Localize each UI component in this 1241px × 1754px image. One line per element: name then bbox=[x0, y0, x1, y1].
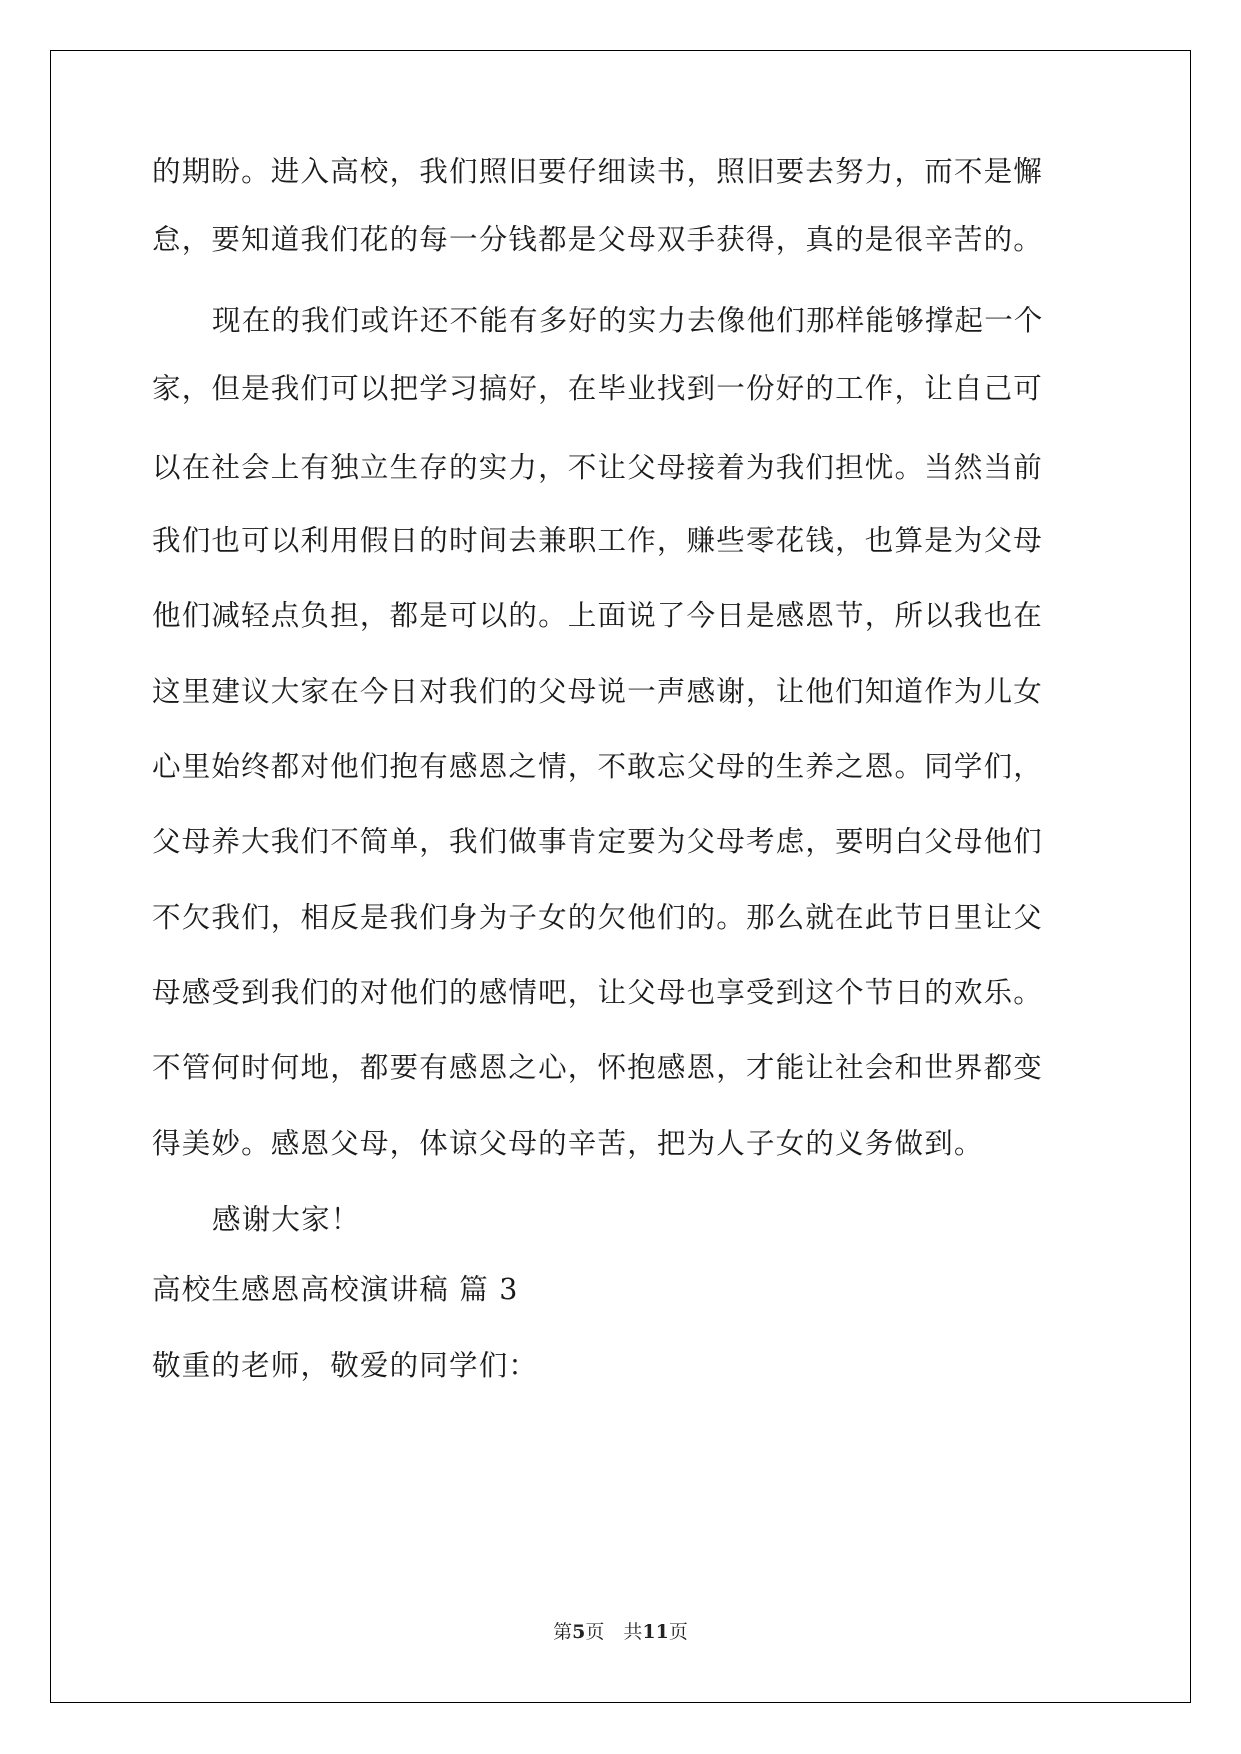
body-line-5: 以在社会上有独立生存的实力，不让父母接着为我们担忧。当然当前 bbox=[152, 451, 1044, 484]
body-line-8: 这里建议大家在今日对我们的父母说一声感谢，让他们知道作为儿女 bbox=[152, 675, 1044, 708]
page-border bbox=[50, 50, 1191, 1703]
footer-page-number: 5 bbox=[572, 1621, 586, 1643]
body-line-1: 的期盼。进入高校，我们照旧要仔细读书，照旧要去努力，而不是懈 bbox=[152, 155, 1044, 188]
body-line-14: 得美妙。感恩父母，体谅父母的辛苦，把为人子女的义务做到。 bbox=[152, 1127, 984, 1160]
page-footer bbox=[0, 1617, 1241, 1644]
body-line-4: 家，但是我们可以把学习搞好，在毕业找到一份好的工作，让自己可 bbox=[152, 372, 1044, 405]
body-line-10: 父母养大我们不简单，我们做事肯定要为父母考虑，要明白父母他们 bbox=[152, 825, 1044, 858]
footer-total-pages: 11 bbox=[642, 1621, 669, 1643]
section-heading: 高校生感恩高校演讲稿 篇 3 bbox=[152, 1273, 519, 1306]
body-line-13: 不管何时何地，都要有感恩之心，怀抱感恩，才能让社会和世界都变 bbox=[152, 1051, 1044, 1084]
salutation-line: 敬重的老师，敬爱的同学们： bbox=[152, 1349, 539, 1382]
body-line-12: 母感受到我们的对他们的感情吧，让父母也享受到这个节日的欢乐。 bbox=[152, 976, 1044, 1009]
footer-suffix: 页 bbox=[668, 1621, 688, 1643]
closing-line: 感谢大家！ bbox=[212, 1203, 361, 1236]
body-line-11: 不欠我们，相反是我们身为子女的欠他们的。那么就在此节日里让父 bbox=[152, 901, 1044, 934]
body-line-2: 怠，要知道我们花的每一分钱都是父母双手获得，真的是很辛苦的。 bbox=[152, 223, 1044, 256]
body-line-3: 现在的我们或许还不能有多好的实力去像他们那样能够撑起一个 bbox=[212, 304, 1044, 337]
body-line-7: 他们减轻点负担，都是可以的。上面说了今日是感恩节，所以我也在 bbox=[152, 599, 1044, 632]
footer-mid: 页 共 bbox=[585, 1621, 643, 1643]
body-line-9: 心里始终都对他们抱有感恩之情，不敢忘父母的生养之恩。同学们， bbox=[152, 750, 1044, 783]
footer-prefix: 第 bbox=[553, 1621, 573, 1643]
body-line-6: 我们也可以利用假日的时间去兼职工作，赚些零花钱，也算是为父母 bbox=[152, 524, 1044, 557]
